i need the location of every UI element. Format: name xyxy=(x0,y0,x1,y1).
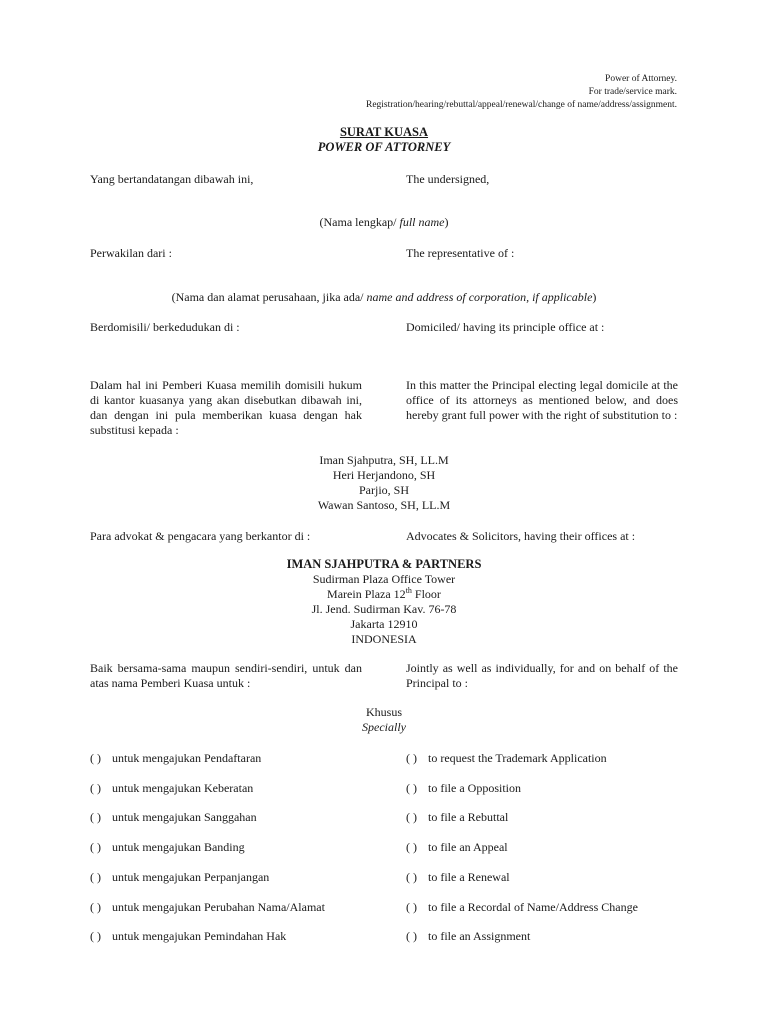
option-label: untuk mengajukan Pendaftaran xyxy=(112,751,262,765)
option-row-id-3[interactable] xyxy=(90,840,362,855)
header-note-line: Power of Attorney. xyxy=(605,74,677,84)
attorney-name: Parjio, SH xyxy=(358,483,409,497)
attorney-name: Heri Herjandono, SH xyxy=(332,468,436,482)
option-row-id-4[interactable] xyxy=(90,870,362,885)
checkbox[interactable]: ( ) xyxy=(90,810,101,824)
option-label: to file a Opposition xyxy=(428,781,521,795)
advocates-id: Para advokat & pengacara yang berkantor di : xyxy=(90,529,311,543)
checkbox[interactable]: ( ) xyxy=(90,900,101,914)
title-indonesian: SURAT KUASA xyxy=(339,125,429,139)
undersigned-en: The undersigned, xyxy=(406,172,490,186)
firm-address xyxy=(0,557,768,647)
attorney-list xyxy=(0,453,768,513)
option-row-id-1[interactable] xyxy=(90,781,362,796)
option-label: untuk mengajukan Sanggahan xyxy=(112,810,257,824)
attorney-name: Wawan Santoso, SH, LL.M xyxy=(317,498,451,512)
domicile-en: Domiciled/ having its principle office at : xyxy=(406,320,605,334)
option-row-id-6[interactable] xyxy=(90,929,362,944)
option-label: to file a Rebuttal xyxy=(428,810,509,824)
option-label: untuk mengajukan Pemindahan Hak xyxy=(112,929,287,943)
corporation-hint-id: (Nama dan alamat perusahaan, jika ada/ xyxy=(171,290,367,304)
firm-floor-pre: Marein Plaza 12 xyxy=(327,587,406,601)
option-label: untuk mengajukan Keberatan xyxy=(112,781,254,795)
checkbox[interactable]: ( ) xyxy=(90,781,101,795)
option-row-id-2[interactable] xyxy=(90,810,362,825)
option-label: to file an Assignment xyxy=(428,929,531,943)
header-note-line: For trade/service mark. xyxy=(588,87,677,97)
full-name-hint-id: (Nama lengkap/ xyxy=(319,215,400,229)
option-row-en-1[interactable] xyxy=(406,781,678,796)
checkbox[interactable]: ( ) xyxy=(406,900,417,914)
firm-address-line: Jl. Jend. Sudirman Kav. 76-78 xyxy=(311,602,457,616)
checkbox[interactable]: ( ) xyxy=(406,840,417,854)
corporation-hint-en: name and address of corporation, if applicable xyxy=(366,290,593,304)
firm-name: IMAN SJAHPUTRA & PARTNERS xyxy=(286,557,482,571)
representative-id: Perwakilan dari : xyxy=(90,246,172,260)
option-label: to request the Trademark Application xyxy=(428,751,607,765)
attorney-name: Iman Sjahputra, SH, LL.M xyxy=(319,453,449,467)
option-label: to file a Renewal xyxy=(428,870,510,884)
option-row-en-0[interactable] xyxy=(406,751,678,766)
jointly-id: Baik bersama-sama maupun sendiri-sendiri, untuk dan atas nama Pemberi Kuasa untuk : xyxy=(90,661,362,690)
option-row-en-6[interactable] xyxy=(406,929,678,944)
checkbox[interactable]: ( ) xyxy=(406,781,417,795)
jointly-en: Jointly as well as individually, for and on behalf of the Principal to : xyxy=(406,661,678,690)
option-label: to file a Recordal of Name/Address Change xyxy=(428,900,638,914)
firm-floor-sup: th xyxy=(405,586,412,595)
option-label: untuk mengajukan Banding xyxy=(112,840,245,854)
specially-heading xyxy=(0,705,768,735)
principal-paragraph-en: In this matter the Principal electing legal domicile at the office of its attorneys as mentioned below, and does hereby grant full power with the right of substitution to : xyxy=(406,378,678,422)
specially-en: Specially xyxy=(362,720,406,734)
checkbox[interactable]: ( ) xyxy=(90,840,101,854)
checkbox[interactable]: ( ) xyxy=(90,870,101,884)
option-label: to file an Appeal xyxy=(428,840,508,854)
option-label: untuk mengajukan Perubahan Nama/Alamat xyxy=(112,900,325,914)
undersigned-id: Yang bertandatangan dibawah ini, xyxy=(90,172,254,186)
option-row-en-5[interactable] xyxy=(406,900,678,915)
option-row-en-2[interactable] xyxy=(406,810,678,825)
option-row-en-4[interactable] xyxy=(406,870,678,885)
firm-floor-post: Floor xyxy=(411,587,441,601)
corporation-hint-close: ) xyxy=(592,290,597,304)
option-row-id-0[interactable] xyxy=(90,751,362,766)
corporation-hint xyxy=(0,290,768,305)
title-english: POWER OF ATTORNEY xyxy=(317,140,451,154)
header-note-line: Registration/hearing/rebuttal/appeal/renewal/change of name/address/assignment. xyxy=(365,100,677,110)
domicile-id: Berdomisili/ berkedudukan di : xyxy=(90,320,240,334)
checkbox[interactable]: ( ) xyxy=(406,810,417,824)
advocates-en: Advocates & Solicitors, having their offices at : xyxy=(406,529,636,543)
firm-address-line: INDONESIA xyxy=(351,632,417,646)
checkbox[interactable]: ( ) xyxy=(90,751,101,765)
checkbox[interactable]: ( ) xyxy=(406,751,417,765)
header-note xyxy=(366,73,677,112)
representative-en: The representative of : xyxy=(406,246,515,260)
option-row-id-5[interactable] xyxy=(90,900,362,915)
checkbox[interactable]: ( ) xyxy=(90,929,101,943)
principal-paragraph-id: Dalam hal ini Pemberi Kuasa memilih domisili hukum di kantor kuasanya yang akan disebutkan dibawah ini, dan dengan ini pula memberikan kuasa dengan hak substitusi kepada : xyxy=(90,378,362,437)
option-row-en-3[interactable] xyxy=(406,840,678,855)
full-name-hint xyxy=(0,215,768,230)
checkbox[interactable]: ( ) xyxy=(406,870,417,884)
specially-id: Khusus xyxy=(365,705,402,719)
full-name-hint-close: ) xyxy=(444,215,449,229)
firm-address-line: Jakarta 12910 xyxy=(350,617,418,631)
full-name-hint-en: full name xyxy=(399,215,445,229)
firm-address-line: Sudirman Plaza Office Tower xyxy=(312,572,456,586)
firm-floor-line xyxy=(0,587,768,602)
checkbox[interactable]: ( ) xyxy=(406,929,417,943)
option-label: untuk mengajukan Perpanjangan xyxy=(112,870,270,884)
